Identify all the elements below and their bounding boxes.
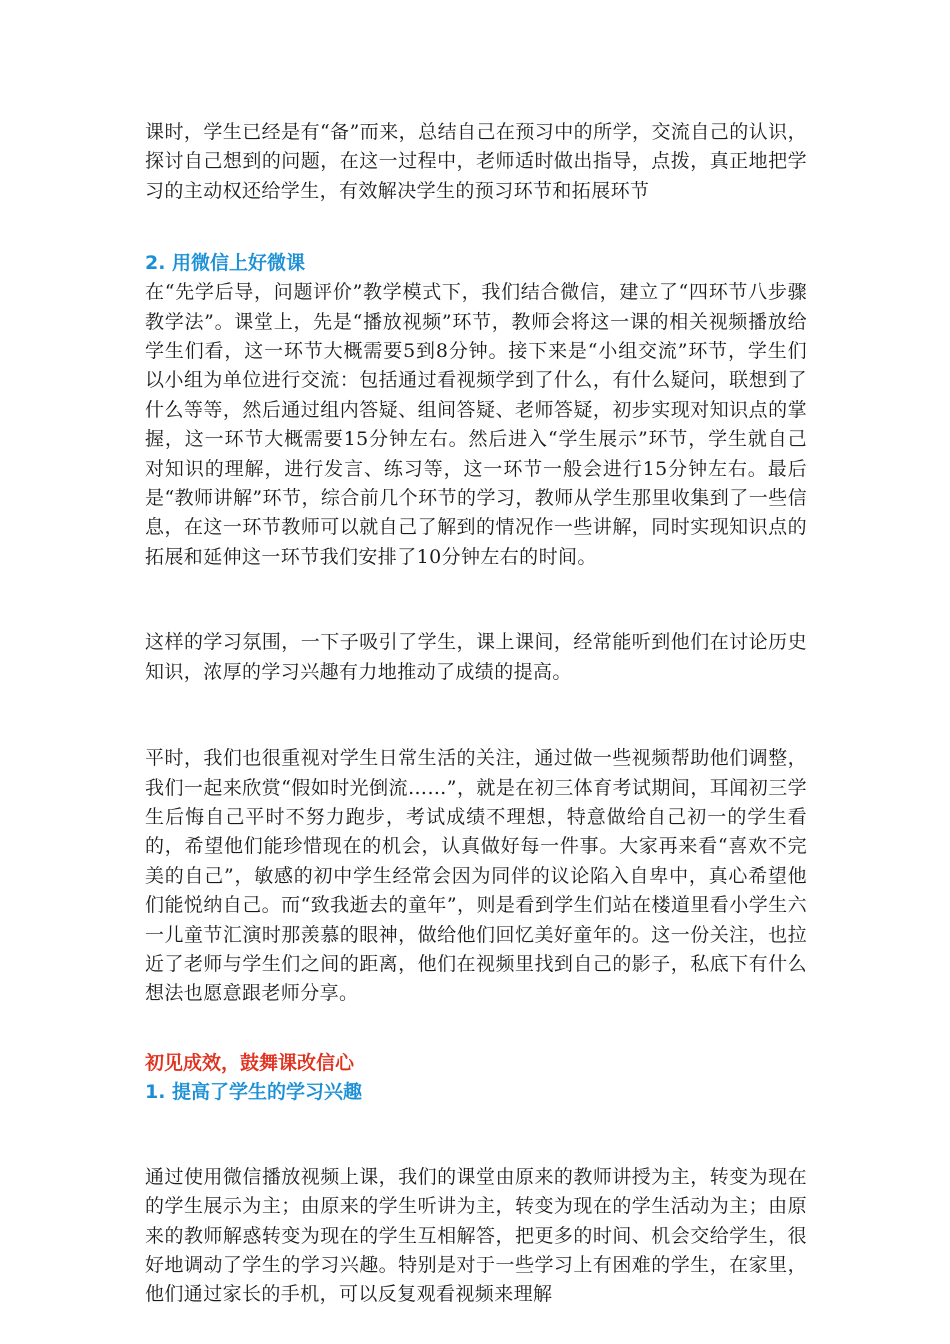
paragraph-atmosphere: 这样的学习氛围，一下子吸引了学生，课上课间，经常能听到他们在讨论历史知识，浓厚的学习兴趣有力地推动了成绩的提高。	[145, 631, 807, 683]
paragraph-teaching-method: 在“先学后导，问题评价”教学模式下，我们结合微信，建立了“四环节八步骤教学法”。课堂上，先是“播放视频”环节，教师会将这一课的相关视频播放给学生们看，这一环节大概需要5到8分钟。接下来是“小组交流”环节，学生们以小组为单位进行交流：包括通过看视频学到了什么，有什么疑问，联想到了什么等等，然后通过组内答疑、组间答疑、老师答疑，初步实现对知识点的掌握，这一环节大概需要15分钟左右。然后进入“学生展示”环节，学生就自己对知识的理解，进行发言、练习等，这一环节一般会进行15分钟左右。最后是“教师讲解”环节，综合前几个环节的学习，教师从学生那里收集到了一些信息，在这一环节教师可以就自己了解到的情况作一些讲解，同时实现知识点的拓展和延伸这一环节我们安排了10分钟左右的时间。	[145, 281, 807, 568]
spacer	[145, 206, 807, 249]
paragraph-intro: 课时，学生已经是有“备”而来，总结自己在预习中的所学，交流自己的认识，探讨自己想到的问题，在这一过程中，老师适时做出指导，点拨，真正地把学习的主动权还给学生，有效解决学生的预习环节和拓展环节	[145, 121, 807, 202]
paragraph-daily-life: 平时，我们也很重视对学生日常生活的关注，通过做一些视频帮助他们调整，我们一起来欣赏“假如时光倒流……”，就是在初三体育考试期间，耳闻初三学生后悔自己平时不努力跑步，考试成绩不理想，特意做给自己初一的学生看的，希望他们能珍惜现在的机会，认真做好每一件事。大家再来看“喜欢不完美的自己”，敏感的初中学生经常会因为同伴的议论陷入自卑中，真心希望他们能悦纳自己。而“致我逝去的童年”，则是看到学生们站在楼道里看小学生六一儿童节汇演时那羡慕的眼神，做给他们回忆美好童年的。这一份关注，也拉近了老师与学生们之间的距离，他们在视频里找到自己的影子，私底下有什么想法也愿意跟老师分享。	[145, 747, 807, 1005]
spacer	[145, 1107, 807, 1163]
spacer	[145, 572, 807, 628]
section-heading-results: 初见成效，鼓舞课改信心	[145, 1051, 355, 1074]
spacer	[145, 1009, 807, 1049]
sub-heading-wechat-microclass: 2. 用微信上好微课	[145, 252, 306, 275]
sub-heading-learning-interest: 1. 提高了学生的学习兴趣	[145, 1080, 363, 1103]
spacer	[145, 687, 807, 744]
paragraph-learning-interest: 通过使用微信播放视频上课，我们的课堂由原来的教师讲授为主，转变为现在的学生展示为主；由原来的学生听讲为主，转变为现在的学生活动为主；由原来的教师解惑转变为现在的学生互相解答，把更多的时间、机会交给学生，很好地调动了学生的学习兴趣。特别是对于一些学习上有困难的学生，在家里，他们通过家长的手机，可以反复观看视频来理解	[145, 1165, 807, 1306]
document-page	[145, 118, 807, 1310]
